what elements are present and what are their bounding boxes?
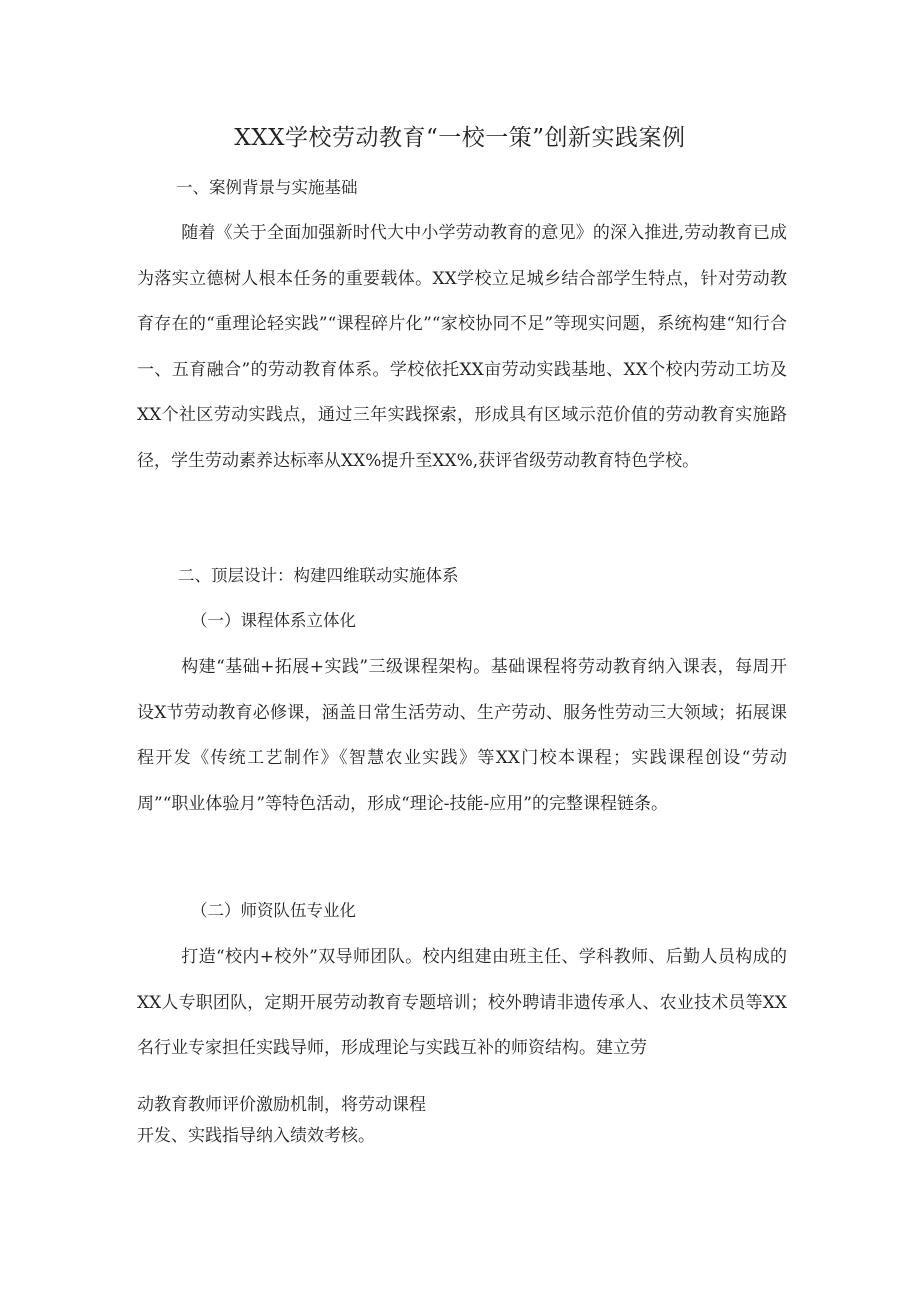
subsection-1-paragraph: 构建“基础+拓展+实践”三级课程架构。基础课程将劳动教育纳入课表，每周开设X节劳动教育必修课，涵盖日常生活劳动、生产劳动、服务性劳动三大领域；拓展课程开发《传统工艺制作》《智慧农业实践》等XX门校本课程；实践课程创设“劳动周”“职业体验月”等特色活动，形成“理论-技能-应用”的完整课程链条。 xyxy=(137,657,787,814)
section-1-paragraph: 随着《关于全面加强新时代大中小学劳动教育的意见》的深入推进,劳动教育已成为落实立德树人根本任务的重要载体。XX学校立足城乡结合部学生特点，针对劳动教育存在的“重理论轻实践”“课程碎片化”“家校协同不足”等现实问题，系统构建“知行合一、五育融合”的劳动教育体系。学校依托XX亩劳动实践基地、XX个校内劳动工坊及XX个社区劳动实践点，通过三年实践探索，形成具有区域示范价值的劳动教育实施路径，学生劳动素养达标率从XX%提升至XX%,获评省级劳动教育特色学校。 xyxy=(137,223,787,471)
document-title: XXX学校劳动教育“一校一策”创新实践案例 xyxy=(234,125,686,151)
subsection-2-heading: （二）师资队伍专业化 xyxy=(191,901,356,920)
subsection-2-paragraph: 打造“校内+校外”双导师团队。校内组建由班主任、学科教师、后勤人员构成的XX人专职团队，定期开展劳动教育专题培训；校外聘请非遗传承人、农业技术员等XX名行业专家担任实践导师，形成理论与实践互补的师资结构。建立劳 xyxy=(137,947,787,1058)
subsection-1-heading: （一）课程体系立体化 xyxy=(191,611,356,630)
subsection-2-line-a: 动教育教师评价激励机制，将劳动课程 xyxy=(137,1095,426,1115)
section-1-heading: 一、案例背景与实施基础 xyxy=(176,178,358,197)
subsection-2-line-b: 开发、实践指导纳入绩效考核。 xyxy=(137,1126,375,1146)
section-2-heading: 二、顶层设计：构建四维联动实施体系 xyxy=(178,566,459,585)
